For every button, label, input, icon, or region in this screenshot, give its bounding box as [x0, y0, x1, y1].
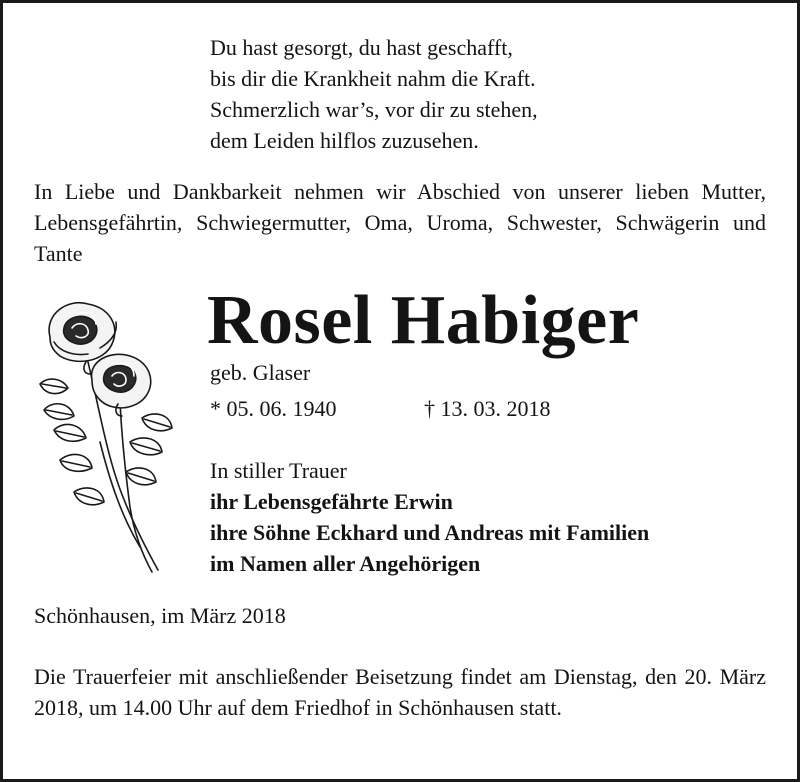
poem: [210, 32, 538, 156]
mourner-line: ihre Söhne Eckhard und Andreas mit Familien: [210, 520, 650, 545]
funeral-notice: Die Trauerfeier mit anschließender Beisetzung findet am Dienstag, den 20. März 2018, um 14.00 Uhr auf dem Friedhof in Schönhausen statt.: [34, 664, 766, 720]
intro-text: In Liebe und Dankbarkeit nehmen wir Abschied von unserer lieben Mutter, Lebensgefährtin, Schwiegermutter, Oma, Uroma, Schwester, Schwägerin und Tante: [34, 179, 766, 266]
mourners-heading: In stiller Trauer: [210, 458, 347, 483]
mourner-line: ihr Lebensgefährte Erwin: [210, 489, 453, 514]
deceased-name: Rosel Habiger: [207, 282, 640, 359]
poem-line: bis dir die Krankheit nahm die Kraft.: [210, 66, 536, 91]
birth-date: * 05. 06. 1940: [210, 396, 337, 421]
birth-name: geb. Glaser: [210, 360, 311, 385]
poem-line: Schmerzlich war’s, vor dir zu stehen,: [210, 97, 538, 122]
poem-line: dem Leiden hilflos zuzusehen.: [210, 128, 479, 153]
roses-illustration-icon: [30, 292, 180, 577]
death-date: † 13. 03. 2018: [424, 396, 551, 421]
mourners-block: [210, 455, 649, 579]
poem-line: Du hast gesorgt, du hast geschafft,: [210, 35, 513, 60]
mourner-line: im Namen aller Angehörigen: [210, 551, 481, 576]
place-date: Schönhausen, im März 2018: [34, 603, 286, 628]
